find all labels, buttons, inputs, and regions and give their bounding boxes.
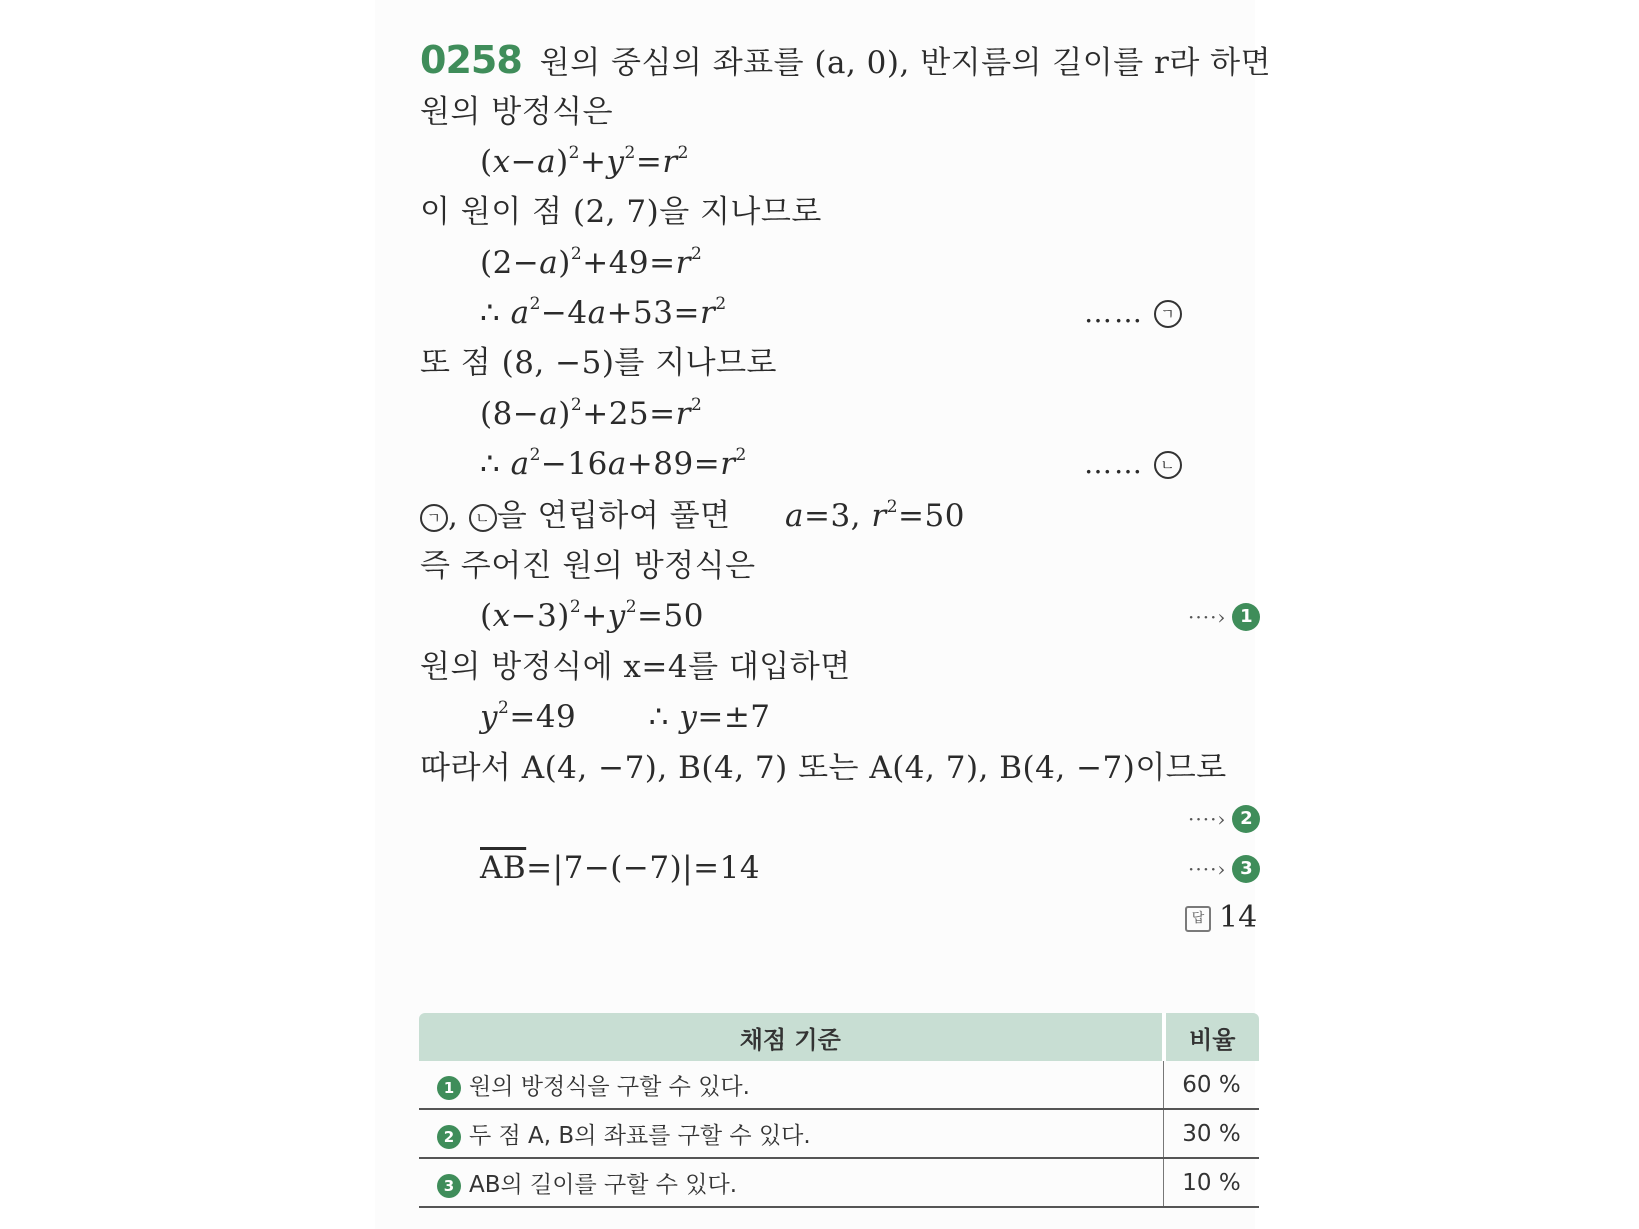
problem-number: 0258 bbox=[420, 38, 522, 82]
text-line: 또 점 (8, −5)를 지나므로 bbox=[420, 345, 778, 381]
equation-y-values: $y^2=49$ ∴ y=±7 bbox=[480, 698, 771, 735]
step-3-marker bbox=[1188, 848, 1260, 889]
text-line: 즉 주어진 원의 방정식은 bbox=[420, 548, 756, 584]
criterion-text: AB의 길이를 구할 수 있다. bbox=[469, 1172, 738, 1198]
circled-nieun-icon: ㄴ bbox=[469, 504, 497, 532]
step-3-badge: 3 bbox=[437, 1174, 461, 1198]
answer bbox=[1185, 898, 1257, 938]
ellipsis: …… bbox=[1084, 447, 1144, 480]
table-row bbox=[419, 1158, 1259, 1207]
solve-system-line bbox=[420, 496, 731, 536]
circled-giyeok-icon: ㄱ bbox=[420, 504, 448, 532]
text-line: 이 원이 점 (2, 7)을 지나므로 bbox=[420, 194, 822, 230]
header-ratio: 비율 bbox=[1164, 1013, 1260, 1061]
text-line: 따라서 A(4, −7), B(4, 7) 또는 A(4, 7), B(4, −7)이므로 bbox=[420, 750, 1227, 786]
separator: , bbox=[448, 498, 469, 534]
criterion-text: 두 점 A, B의 좌표를 구할 수 있다. bbox=[469, 1123, 811, 1149]
equation-ab-length: $\overline{AB}=|7-(-7)|=14$ bbox=[480, 850, 761, 886]
step-1-badge: 1 bbox=[1232, 603, 1260, 631]
step-2-marker bbox=[1188, 798, 1260, 839]
answer-icon: 답 bbox=[1185, 906, 1211, 932]
header-criterion: 채점 기준 bbox=[419, 1013, 1164, 1061]
text-line: 원의 방정식에 x=4를 대입하면 bbox=[420, 649, 851, 685]
step-2-badge: 2 bbox=[437, 1125, 461, 1149]
arrow-icon: ····› bbox=[1188, 605, 1227, 629]
problem-intro-text: 원의 중심의 좌표를 (a, 0), 반지름의 길이를 r라 하면 bbox=[539, 45, 1272, 81]
step-1-marker bbox=[1188, 596, 1260, 637]
equation-1-marker bbox=[1084, 293, 1182, 333]
arrow-icon: ····› bbox=[1188, 857, 1227, 881]
solve-result: a=3, $r^2=50$ bbox=[785, 497, 965, 534]
equation-circle-result: $(x-3)^2+y^2=50$ bbox=[480, 597, 704, 634]
ellipsis: …… bbox=[1084, 296, 1144, 329]
step-1-badge: 1 bbox=[437, 1076, 461, 1100]
equation-general-circle: $(x-a)^2+y^2=r^2$ bbox=[480, 143, 689, 180]
equation-1: ∴ $a^2-4a+53=r^2$ bbox=[480, 294, 727, 331]
circled-giyeok-icon: ㄱ bbox=[1154, 300, 1182, 328]
step-2-badge: 2 bbox=[1232, 805, 1260, 833]
solve-text: 을 연립하여 풀면 bbox=[496, 498, 731, 534]
equation-2-marker bbox=[1084, 444, 1182, 484]
circled-nieun-icon: ㄴ bbox=[1154, 451, 1182, 479]
table-row bbox=[419, 1109, 1259, 1158]
grading-table bbox=[419, 1013, 1259, 1208]
equation-substitute-point2: $(8-a)^2+25=r^2$ bbox=[480, 395, 703, 432]
ratio-cell: 30 % bbox=[1164, 1109, 1260, 1158]
equation-2: ∴ $a^2-16a+89=r^2$ bbox=[480, 445, 747, 482]
step-3-badge: 3 bbox=[1232, 855, 1260, 883]
problem-intro-line bbox=[420, 40, 1271, 83]
arrow-icon: ····› bbox=[1188, 807, 1227, 831]
table-row bbox=[419, 1061, 1259, 1109]
ratio-cell: 60 % bbox=[1164, 1061, 1260, 1109]
equation-substitute-point1: $(2-a)^2+49=r^2$ bbox=[480, 244, 703, 281]
ratio-cell: 10 % bbox=[1164, 1158, 1260, 1207]
text-line: 원의 방정식은 bbox=[420, 94, 614, 130]
answer-value: 14 bbox=[1219, 900, 1258, 935]
criterion-text: 원의 방정식을 구할 수 있다. bbox=[469, 1074, 750, 1100]
